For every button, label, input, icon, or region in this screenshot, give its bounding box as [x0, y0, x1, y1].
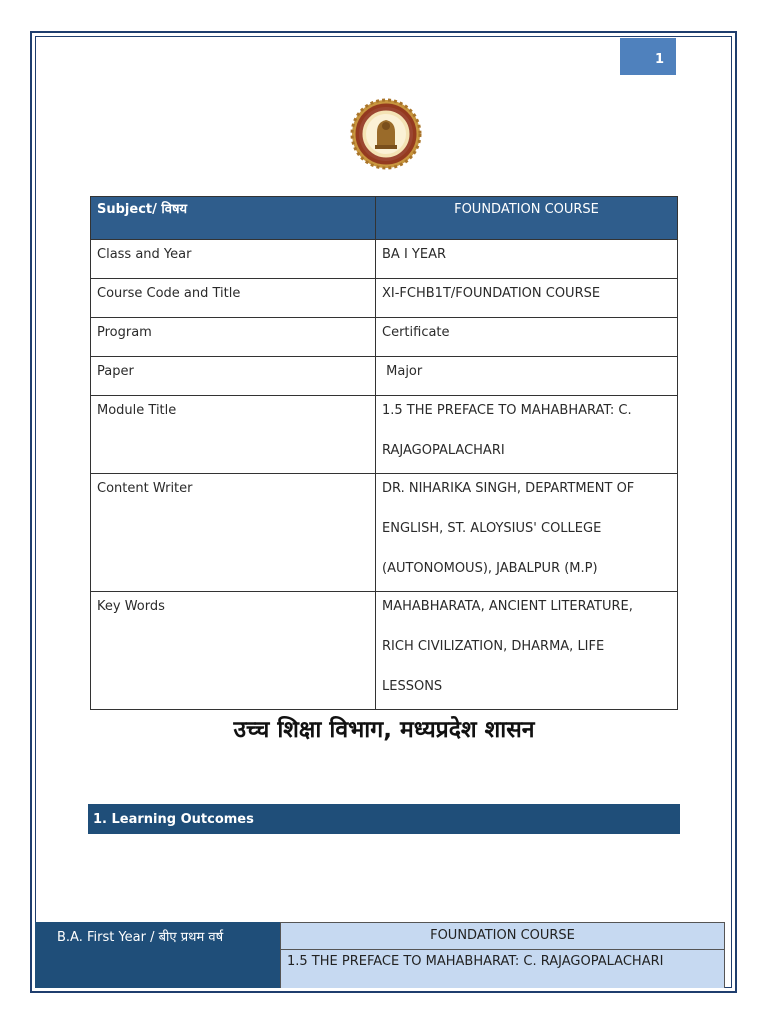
row-label: Class and Year [91, 240, 376, 279]
table-row [91, 240, 678, 279]
table-row [91, 396, 678, 474]
footer-course-box [280, 922, 725, 988]
row-value [376, 474, 678, 592]
header-label: Subject/ विषय [91, 197, 376, 240]
row-value-line: MAHABHARATA, ANCIENT LITERATURE, [382, 599, 633, 614]
row-value-line: RAJAGOPALACHARI [382, 443, 505, 458]
row-label: Paper [91, 357, 376, 396]
row-value-line: 1.5 THE PREFACE TO MAHABHARAT: C. [382, 403, 632, 418]
course-info-table [90, 196, 678, 710]
row-value: XI-FCHB1T/FOUNDATION COURSE [376, 279, 678, 318]
footer-course-title: FOUNDATION COURSE [281, 923, 724, 950]
footer-module-title: 1.5 THE PREFACE TO MAHABHARAT: C. RAJAGOPALACHARI [281, 950, 724, 988]
row-label: Course Code and Title [91, 279, 376, 318]
row-value-line: RICH CIVILIZATION, DHARMA, LIFE [382, 639, 605, 654]
table-row [91, 357, 678, 396]
table-row [91, 318, 678, 357]
page-number: 1 [620, 38, 676, 75]
row-label: Key Words [91, 592, 376, 710]
state-emblem-seal-icon [350, 98, 422, 170]
table-row [91, 592, 678, 710]
row-value-line: ENGLISH, ST. ALOYSIUS' COLLEGE [382, 521, 602, 536]
row-value: Certificate [376, 318, 678, 357]
row-value: BA I YEAR [376, 240, 678, 279]
row-value-line: LESSONS [382, 679, 443, 694]
row-value [376, 592, 678, 710]
department-title: उच्च शिक्षा विभाग, मध्यप्रदेश शासन [233, 717, 535, 743]
row-label: Program [91, 318, 376, 357]
table-row [91, 474, 678, 592]
table-row [91, 279, 678, 318]
row-value [376, 396, 678, 474]
section-heading-learning-outcomes: 1. Learning Outcomes [88, 804, 680, 834]
row-label: Content Writer [91, 474, 376, 592]
header-value: FOUNDATION COURSE [376, 197, 678, 240]
footer-year-label: B.A. First Year / बीए प्रथम वर्ष [35, 922, 280, 988]
row-value-line: DR. NIHARIKA SINGH, DEPARTMENT OF [382, 481, 635, 496]
row-value-line: (AUTONOMOUS), JABALPUR (M.P) [382, 561, 598, 576]
row-value: Major [376, 357, 678, 396]
row-label: Module Title [91, 396, 376, 474]
table-header-row [91, 197, 678, 240]
